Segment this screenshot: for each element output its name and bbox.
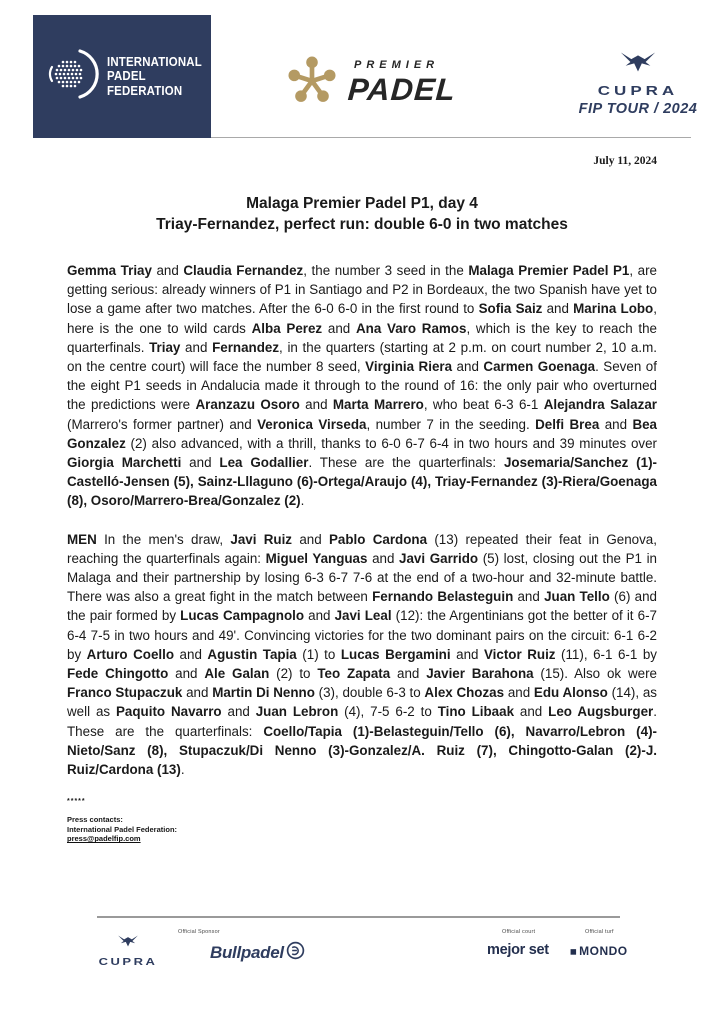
cupra-emblem-icon [619, 61, 657, 78]
padel-text: PADEL [346, 72, 458, 107]
title-line-2: Triay-Fernandez, perfect run: double 6-0 in two matches [156, 216, 568, 233]
fip-tour-text: FIP TOUR / 2024 [578, 101, 698, 117]
bullpadel-bull-icon [286, 941, 305, 965]
ipf-word-1: INTERNATIONAL [107, 53, 202, 69]
cupra-wordmark: CUPRA [597, 83, 679, 99]
ipf-wordmark [107, 55, 202, 99]
document-date: July 11, 2024 [593, 155, 657, 167]
footer-mondo-logo [570, 944, 628, 958]
premier-padel-logo [284, 53, 456, 114]
ipf-logo [33, 15, 211, 138]
asterisk-divider: ***** [67, 798, 86, 806]
press-contacts-heading: Press contacts: [67, 815, 123, 825]
press-contacts-block [67, 815, 657, 844]
paragraph-women: Gemma Triay and Claudia Fernandez, the number 3 seed in the Malaga Premier Padel P1, are getting serious: already winners of P1 in Santiago and P2 in Bordeaux, the two Spanish have yet to lose a game after two matches. After the 6-0 6-0 in the first round to Sofia Saiz and Marina Lobo, here is the one to wild cards Alba Perez and Ana Varo Ramos, which is the key to reach the quarterfinals. Triay and Fernandez, in the quarters (starting at 2 p.m. on court number 2, 10 a.m. on the centre court) will face the number 8 seed, Virginia Riera and Carmen Goenaga. Seven of the eight P1 seeds in Andalucia made it through to the round of 16: the only pair who overturned the predictions were Aranzazu Osoro and Marta Marrero, who beat 6-3 6-1 Alejandra Salazar (Marrero's former partner) and Veronica Virseda, number 7 in the seeding. Delfi Brea and Bea Gonzalez (2) also advanced, with a thrill, thanks to 6-0 6-7 6-4 in two hours and 39 minutes over Giorgia Marchetti and Lea Godallier. These are the quarterfinals: Josemaria/Sanchez (1)-Castelló-Jensen (5), Sainz-Lllaguno (6)-Ortega/Araujo (4), Triay-Fernandez (3)-Riera/Goenaga (8), Osoro/Marrero-Brea/Gonzalez (2). [67, 263, 658, 509]
footer-mejorset-logo: mejor set [487, 942, 549, 958]
premier-text: PREMIER [354, 59, 440, 71]
footer-divider-line [97, 916, 620, 918]
ipf-word-3: FEDERATION [107, 82, 183, 98]
press-email-link[interactable]: press@padelfip.com [67, 834, 141, 844]
press-contacts-org: International Padel Federation: [67, 824, 178, 834]
article-body [67, 261, 657, 844]
official-turf-label: Official turf [585, 929, 614, 935]
official-sponsor-label: Official Sponsor [178, 929, 220, 935]
ipf-word-2: PADEL [107, 68, 146, 84]
cupra-fip-tour-logo [573, 50, 703, 117]
bullpadel-wordmark: Bullpadel [210, 943, 284, 962]
header-divider-line [211, 137, 691, 138]
footer-cupra-wordmark: CUPRA [98, 955, 158, 968]
paragraph-men: MEN In the men's draw, Javi Ruiz and Pablo Cardona (13) repeated their feat in Genova, reaching the quarterfinals again: Miguel Yanguas and Javi Garrido (5) lost, closing out the P1 in Malaga and their partnership by losing 6-3 6-7 7-6 at the end of a two-hour and 32-minute battle. There was also a great fight in the match between Fernando Belasteguin and Juan Tello (6) and the pair formed by Lucas Campagnolo and Javi Leal (12): the Argentinians got the better of it 6-7 6-4 7-5 in two hours and 49'. Convincing victories for the two dominant pairs on the circuit: 6-1 6-2 by Arturo Coello and Agustin Tapia (1) to Lucas Bergamini and Victor Ruiz (11), 6-1 6-1 by Fede Chingotto and Ale Galan (2) to Teo Zapata and Javier Barahona (15). Also ok were Franco Stupaczuk and Martin Di Nenno (3), double 6-3 to Alex Chozas and Edu Alonso (14), as well as Paquito Navarro and Juan Lebron (4), 7-5 6-2 to Tino Libaak and Leo Augsburger. These are the quarterfinals: Coello/Tapia (1)-Belasteguin/Tello (6), Navarro/Lebron (4)-Nieto/Sanz (8), Stupaczuk/Di Nenno (3)-Gonzalez/A. Ruiz (7), Chingotto-Galan (2)-J. Ruiz/Cardona (13). [67, 531, 657, 778]
premier-padel-flower-icon [284, 53, 340, 114]
footer-bullpadel-logo [210, 941, 305, 965]
title-line-1: Malaga Premier Padel P1, day 4 [246, 195, 478, 212]
official-court-label: Official court [502, 929, 536, 935]
cupra-emblem-small-icon [117, 935, 139, 952]
mondo-square-icon: ◼ [570, 946, 578, 956]
mondo-wordmark: MONDO [579, 944, 628, 958]
footer-cupra-logo [88, 934, 168, 969]
document-title [0, 193, 724, 235]
premier-padel-wordmark [348, 59, 456, 108]
ipf-dotted-racket-icon [47, 46, 99, 107]
